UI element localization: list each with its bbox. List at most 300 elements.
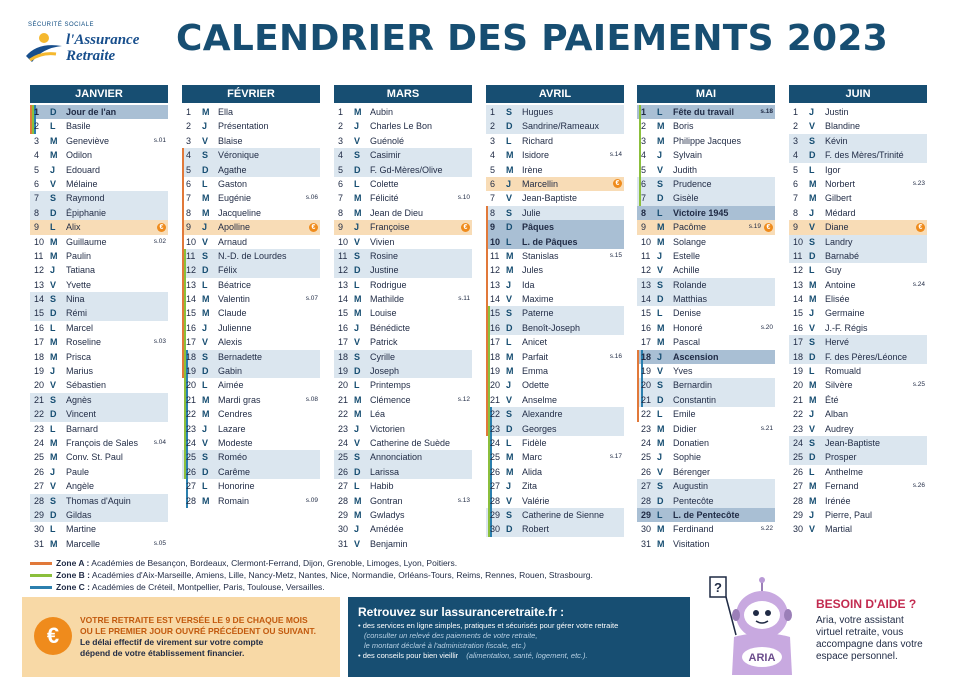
day-letter: M [657, 222, 665, 233]
day-name: Bernardin [673, 380, 713, 391]
day-row [182, 350, 320, 364]
week-number: s.10 [457, 194, 470, 202]
day-name: Robert [522, 524, 550, 535]
day-number: 20 [793, 380, 804, 391]
day-number: 6 [34, 178, 40, 189]
day-name: Blaise [218, 135, 243, 146]
zone-a-marker [486, 235, 488, 249]
zone-a-marker [637, 350, 639, 364]
week-number: s.09 [305, 496, 318, 504]
zone-c: Zone C : Académies de Créteil, Montpellier, Paris, Toulouse, Versailles. [30, 581, 750, 593]
day-letter: J [657, 351, 663, 362]
day-number: 26 [490, 466, 501, 477]
day-letter: S [506, 509, 513, 520]
day-row [334, 407, 472, 421]
day-number: 1 [338, 107, 344, 117]
day-letter: M [202, 394, 210, 405]
day-number: 15 [490, 308, 501, 319]
day-name: Mardi gras [218, 394, 261, 405]
day-letter: M [50, 337, 58, 348]
day-letter: V [657, 265, 664, 276]
day-name: Sylvain [673, 150, 703, 161]
payment-euro-icon: € [764, 223, 773, 232]
day-name: Colette [370, 178, 399, 189]
day-row [637, 249, 775, 263]
day-row [486, 465, 624, 479]
week-number: s.24 [912, 280, 925, 288]
day-name: Julienne [218, 322, 252, 333]
zone-a-marker [182, 206, 184, 220]
day-letter: S [202, 150, 209, 161]
day-number: 5 [186, 164, 192, 175]
day-name: Isidore [522, 150, 550, 161]
zone-a-marker [182, 235, 184, 249]
day-name: Romain [218, 495, 250, 506]
day-name: Épiphanie [66, 207, 107, 218]
day-row [789, 407, 927, 421]
day-row [486, 364, 624, 378]
day-number: 26 [34, 466, 45, 477]
week-number: s.03 [153, 338, 166, 346]
day-letter: J [506, 481, 512, 492]
day-name: Alexis [218, 337, 243, 348]
day-name: Solange [673, 236, 707, 247]
day-name: Rodrigue [370, 279, 407, 290]
day-name: Odilon [66, 150, 93, 161]
day-row [637, 119, 775, 133]
day-row [182, 393, 320, 407]
day-name: Elisée [825, 294, 850, 305]
day-number: 18 [793, 351, 804, 362]
day-number: 25 [338, 452, 349, 463]
day-letter: V [50, 178, 57, 189]
day-row [637, 465, 775, 479]
day-row [334, 422, 472, 436]
day-row [486, 494, 624, 508]
day-number: 19 [186, 366, 197, 377]
day-letter: M [202, 107, 210, 117]
day-number: 21 [186, 394, 197, 405]
day-number: 17 [338, 337, 349, 348]
day-letter: M [354, 394, 362, 405]
day-name: Pacôme [673, 222, 707, 233]
day-number: 10 [186, 236, 197, 247]
day-letter: M [202, 193, 210, 204]
day-number: 1 [793, 107, 799, 117]
day-letter: D [50, 308, 57, 319]
day-letter: S [50, 193, 57, 204]
day-number: 4 [490, 150, 496, 161]
day-row [182, 249, 320, 263]
logo-swoosh-icon [22, 28, 66, 68]
day-number: 29 [793, 509, 804, 520]
day-row [789, 263, 927, 277]
day-number: 11 [34, 250, 44, 261]
day-row [789, 522, 927, 536]
day-letter: L [657, 509, 663, 520]
day-number: 20 [490, 380, 501, 391]
day-number: 19 [641, 366, 652, 377]
day-letter: M [506, 150, 514, 161]
day-name: Silvère [825, 380, 853, 391]
day-number: 30 [338, 524, 349, 535]
day-row [30, 537, 168, 551]
day-number: 20 [34, 380, 45, 391]
day-letter: J [809, 207, 815, 218]
day-name: Félicité [370, 193, 399, 204]
day-number: 28 [34, 495, 45, 506]
day-name: Zita [522, 481, 538, 492]
day-row [182, 479, 320, 493]
day-name: Roseline [66, 337, 102, 348]
website-link[interactable]: Retrouvez sur lassuranceretraite.fr : [358, 605, 565, 619]
day-number: 7 [34, 193, 40, 204]
zone-a-marker [637, 364, 639, 378]
week-number: s.15 [609, 251, 622, 259]
day-number: 11 [186, 250, 196, 261]
day-number: 25 [186, 452, 197, 463]
day-letter: J [657, 452, 663, 463]
day-letter: D [50, 509, 57, 520]
day-letter: V [354, 135, 361, 146]
zone-a-marker [486, 278, 488, 292]
day-name: Constantin [673, 394, 717, 405]
day-name: Julie [522, 207, 541, 218]
week-number: s.17 [609, 453, 622, 461]
day-letter: M [506, 265, 514, 276]
day-row [789, 306, 927, 320]
day-name: Stanislas [522, 250, 559, 261]
day-row [637, 522, 775, 536]
day-letter: J [202, 222, 208, 233]
day-row [789, 321, 927, 335]
day-number: 17 [490, 337, 501, 348]
day-row [182, 436, 320, 450]
day-letter: J [809, 409, 815, 420]
day-number: 19 [338, 366, 349, 377]
day-name: Hervé [825, 337, 850, 348]
day-number: 24 [490, 437, 501, 448]
day-name: Jean-Baptiste [522, 193, 578, 204]
day-row [182, 206, 320, 220]
day-number: 17 [793, 337, 804, 348]
day-row [486, 263, 624, 277]
day-row [182, 191, 320, 205]
day-number: 24 [641, 437, 652, 448]
day-name: Edouard [66, 164, 101, 175]
day-name: Gildas [66, 509, 92, 520]
day-row [334, 292, 472, 306]
day-row [486, 436, 624, 450]
day-row [30, 292, 168, 306]
day-number: 29 [490, 509, 501, 520]
day-row [637, 378, 775, 392]
day-letter: D [202, 265, 209, 276]
day-row [789, 422, 927, 436]
week-number: s.14 [609, 151, 622, 159]
day-number: 10 [490, 236, 501, 247]
day-letter: D [50, 409, 57, 420]
day-letter: V [202, 236, 209, 247]
month-header: AVRIL [486, 85, 624, 103]
day-number: 22 [186, 409, 197, 420]
day-row [334, 306, 472, 320]
day-row [334, 105, 472, 119]
day-row [789, 119, 927, 133]
day-name: Larissa [370, 466, 400, 477]
robot-question-mark: ? [714, 580, 722, 595]
day-number: 15 [186, 308, 197, 319]
day-name: Cendres [218, 409, 253, 420]
day-letter: J [202, 121, 208, 132]
day-letter: L [354, 178, 360, 189]
day-letter: V [657, 164, 664, 175]
day-number: 14 [641, 294, 652, 305]
day-name: Bernadette [218, 351, 263, 362]
day-letter: M [50, 351, 58, 362]
day-number: 1 [34, 107, 40, 117]
day-letter: M [657, 423, 665, 434]
day-row [486, 292, 624, 306]
day-name: Geneviève [66, 135, 110, 146]
payment-euro-icon: € [613, 179, 622, 188]
day-number: 19 [793, 366, 804, 377]
day-row [334, 191, 472, 205]
day-name: L. de Pentecôte [673, 509, 740, 520]
day-number: 24 [338, 437, 349, 448]
help-heading: BESOIN D'AIDE ? [816, 597, 917, 611]
day-letter: V [809, 121, 816, 132]
day-letter: L [50, 222, 56, 233]
payment-euro-icon: € [916, 223, 925, 232]
day-name: Rosine [370, 250, 399, 261]
day-name: Été [825, 394, 839, 405]
day-number: 12 [793, 265, 804, 276]
day-number: 21 [34, 394, 45, 405]
day-number: 23 [793, 423, 804, 434]
day-letter: M [809, 495, 817, 506]
day-name: Jean de Dieu [370, 207, 424, 218]
day-row [637, 335, 775, 349]
day-letter: M [657, 236, 665, 247]
day-number: 10 [34, 236, 45, 247]
day-number: 21 [641, 394, 652, 405]
day-name: Béatrice [218, 279, 252, 290]
day-letter: D [809, 351, 816, 362]
day-number: 14 [338, 294, 349, 305]
day-name: Richard [522, 135, 554, 146]
day-name: Guénolé [370, 135, 405, 146]
day-letter: D [50, 107, 57, 117]
day-letter: S [506, 409, 513, 420]
day-letter: J [809, 509, 815, 520]
day-letter: M [50, 150, 58, 161]
day-letter: J [50, 265, 56, 276]
week-number: s.19 [748, 223, 761, 231]
day-row [182, 306, 320, 320]
day-letter: V [809, 322, 816, 333]
day-number: 8 [490, 207, 496, 218]
day-name: Guillaume [66, 236, 107, 247]
day-number: 3 [186, 135, 192, 146]
day-name: Philippe Jacques [673, 135, 742, 146]
day-row [30, 422, 168, 436]
day-name: Jour de l'an [66, 107, 117, 117]
day-letter: L [354, 481, 360, 492]
day-letter: J [354, 322, 360, 333]
day-name: Agnès [66, 394, 92, 405]
zone-a-marker [637, 378, 639, 392]
day-name: F. des Mères/Trinité [825, 150, 904, 161]
day-number: 13 [186, 279, 197, 290]
day-name: Sébastien [66, 380, 107, 391]
day-number: 5 [338, 164, 344, 175]
assurance-retraite-logo[interactable] [22, 22, 162, 72]
day-row [637, 220, 775, 234]
day-name: Cyrille [370, 351, 396, 362]
day-number: 23 [490, 423, 501, 434]
day-number: 8 [34, 207, 40, 218]
day-name: Paulin [66, 250, 92, 261]
day-number: 8 [186, 207, 192, 218]
day-row [789, 494, 927, 508]
day-letter: S [50, 394, 57, 405]
day-letter: V [809, 524, 816, 535]
day-letter: M [657, 437, 665, 448]
day-row [637, 191, 775, 205]
day-number: 23 [186, 423, 197, 434]
zones-legend [30, 557, 750, 593]
day-letter: V [354, 337, 361, 348]
day-name: Boris [673, 121, 694, 132]
day-number: 6 [338, 178, 344, 189]
day-name: Thomas d'Aquin [66, 495, 131, 506]
day-row [789, 350, 927, 364]
day-letter: M [50, 250, 58, 261]
day-number: 23 [34, 423, 45, 434]
day-row [182, 422, 320, 436]
day-letter: L [506, 437, 512, 448]
day-row [637, 436, 775, 450]
day-letter: M [506, 250, 514, 261]
day-row [486, 206, 624, 220]
day-letter: M [202, 294, 210, 305]
day-letter: M [809, 481, 817, 492]
day-letter: L [506, 135, 512, 146]
zone-a-marker [486, 292, 488, 306]
day-name: Habib [370, 481, 394, 492]
day-name: Anicet [522, 337, 548, 348]
day-name: Modeste [218, 437, 253, 448]
day-number: 31 [338, 538, 349, 549]
day-number: 23 [641, 423, 652, 434]
day-number: 14 [490, 294, 501, 305]
day-number: 20 [186, 380, 197, 391]
day-letter: M [809, 294, 817, 305]
day-letter: J [506, 380, 512, 391]
day-number: 12 [34, 265, 45, 276]
day-row [789, 163, 927, 177]
day-number: 9 [793, 222, 799, 233]
day-row [637, 479, 775, 493]
day-row [486, 393, 624, 407]
payment-euro-icon: € [157, 223, 166, 232]
day-name: Aimée [218, 380, 244, 391]
day-row [486, 508, 624, 522]
day-number: 12 [490, 265, 501, 276]
day-number: 17 [641, 337, 652, 348]
day-number: 4 [641, 150, 647, 161]
day-number: 9 [34, 222, 40, 233]
day-number: 1 [641, 107, 647, 117]
day-number: 29 [34, 509, 45, 520]
day-name: Paterne [522, 308, 554, 319]
day-letter: M [354, 308, 362, 319]
day-letter: S [354, 250, 361, 261]
day-name: Casimir [370, 150, 401, 161]
day-number: 16 [793, 322, 804, 333]
day-letter: S [506, 107, 513, 117]
day-row [30, 191, 168, 205]
zone-a-marker [486, 220, 488, 234]
day-row [334, 508, 472, 522]
day-name: Carême [218, 466, 251, 477]
day-number: 16 [641, 322, 652, 333]
day-letter: L [809, 366, 815, 377]
day-row [182, 378, 320, 392]
day-row [637, 134, 775, 148]
day-name: Kévin [825, 135, 848, 146]
day-number: 14 [793, 294, 804, 305]
day-number: 10 [338, 236, 349, 247]
day-row [637, 263, 775, 277]
day-letter: M [354, 509, 362, 520]
day-number: 7 [793, 193, 799, 204]
day-row [789, 220, 927, 234]
day-name: Diane [825, 222, 849, 233]
day-row [30, 134, 168, 148]
day-name: Angèle [66, 481, 95, 492]
week-number: s.20 [760, 323, 773, 331]
day-number: 18 [338, 351, 349, 362]
day-name: Rémi [66, 308, 88, 319]
month-3 [486, 85, 624, 537]
day-number: 5 [34, 164, 40, 175]
day-letter: M [657, 322, 665, 333]
day-row [486, 148, 624, 162]
day-row [789, 206, 927, 220]
day-number: 27 [641, 481, 652, 492]
day-row [30, 522, 168, 536]
day-number: 13 [793, 279, 804, 290]
day-letter: M [809, 394, 817, 405]
day-letter: V [809, 423, 816, 434]
day-number: 19 [34, 366, 45, 377]
euro-icon: € [34, 617, 72, 655]
day-row [637, 450, 775, 464]
day-name: Matthias [673, 294, 708, 305]
day-number: 31 [34, 538, 45, 549]
day-name: Lazare [218, 423, 246, 434]
logo-wordmark: l'Assurance Retraite [66, 32, 140, 64]
day-row [486, 249, 624, 263]
day-number: 3 [338, 135, 344, 146]
day-number: 10 [641, 236, 652, 247]
day-letter: V [506, 394, 513, 405]
day-number: 11 [490, 250, 500, 261]
aria-robot-icon[interactable] [706, 575, 806, 680]
day-letter: L [202, 481, 208, 492]
